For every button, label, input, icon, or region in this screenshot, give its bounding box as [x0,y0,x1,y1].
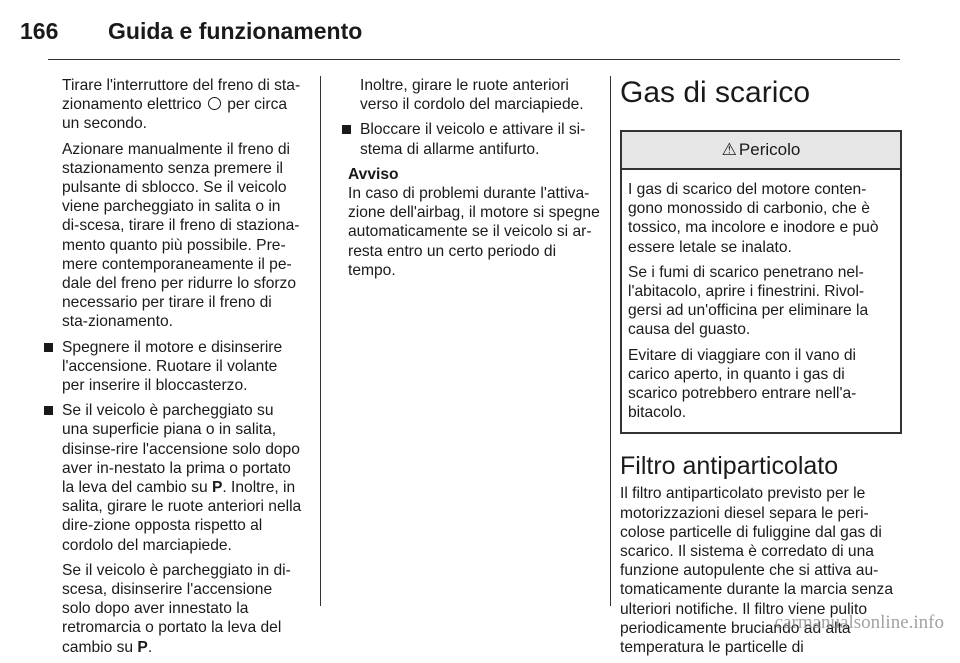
watermark: carmanualsonline.info [774,612,944,633]
danger-header [622,132,900,170]
danger-box [620,130,902,434]
text: Spegnere il motore e disinserire l'accensione. Ruotare il volante per inserire il bloccasterzo. [62,338,283,395]
text: Se il veicolo è parcheggiato in di-scesa, disinserire l'accensione solo dopo aver innestato la retromarcia o portato la leva del cambio su [62,561,291,656]
danger-body [622,170,900,432]
subsection-heading: Filtro antiparticolato [620,452,839,481]
parking-brake-icon [208,97,221,110]
section-heading: Gas di scarico [620,76,811,109]
column-middle [338,76,602,280]
list-item [338,120,602,158]
page-number: 166 [20,18,59,44]
text: . [147,638,153,656]
column-divider [320,76,321,606]
section-title: Guida e funzionamento [108,18,363,44]
paragraph: I gas di scarico del motore conten-gono monossido di carbonio, che è tossico, ma incolore e inodore e può essere letale se inalato. [628,181,879,256]
bullet-icon [44,406,53,415]
bullet-icon [44,343,53,352]
paragraph [40,561,302,657]
paragraph: Inoltre, girare le ruote anteriori verso il cordolo del marciapiede. [360,77,584,114]
paragraph: Azionare manualmente il freno di stazionamento senza premere il pulsante di sblocco. Se il veicolo viene parcheggiato in salita o in di-scesa, tirare il freno di staziona-mento quanto più possibile. Pre-mere contemporaneamente il pe-dale del freno per ridurre lo sforzo necessario per tirare il freno di sta-zionamento. [62,140,300,331]
text: . Inoltre, in salita, girare le ruote anteriori nella dire-zione opposta rispetto al cordolo del marciapiede. [62,479,302,554]
column-right [620,76,902,663]
gear-label: P [137,638,148,656]
paragraph: Il filtro antiparticolato previsto per le motorizzazioni diesel separa le peri-colose particelle di fuliggine dal gas di scarico. Il sistema è corredato di una funzione autopulente che si attiva au-tomaticamente durante la marcia senza ulteriori notifiche. Il filtro viene pulito periodicamente bruciando ad alta temperatura le particelle di [620,485,894,657]
paragraph [40,76,302,134]
note-text: In caso di problemi durante l'attiva-zione dell'airbag, il motore si spegne automaticamente se il veicolo si ar-resta entro un certo periodo di tempo. [348,185,600,279]
warning-icon: ⚠ [721,140,737,160]
text: Se il veicolo è parcheggiato su una superficie piana o in salita, disinse-rire l'accensione solo dopo aver in-nestato la prima o portato la leva del cambio su [62,402,300,497]
list-item [40,401,302,555]
note-title: Avviso [348,165,399,183]
page-header [20,18,362,50]
bullet-icon [342,125,351,134]
paragraph: Se i fumi di scarico penetrano nel-l'abitacolo, aprire i finestrini. Rivol-gersi ad un'officina per eliminare la causa del guasto. [628,263,869,339]
note-box [338,165,602,280]
column-left [40,76,302,663]
column-divider [610,76,611,606]
list-item [40,338,302,396]
paragraph: Evitare di viaggiare con il vano di carico aperto, in quanto i gas di scarico potrebbero entrare nell'a-bitacolo. [628,346,857,422]
text: Tirare l'interruttore del freno di sta-zionamento elettrico [62,77,301,114]
gear-label: P [211,479,223,497]
danger-title: Pericolo [738,140,801,160]
header-divider [48,59,900,60]
text: per circa un secondo. [62,96,288,133]
text: Bloccare il veicolo e attivare il si-stema di allarme antifurto. [360,121,586,158]
